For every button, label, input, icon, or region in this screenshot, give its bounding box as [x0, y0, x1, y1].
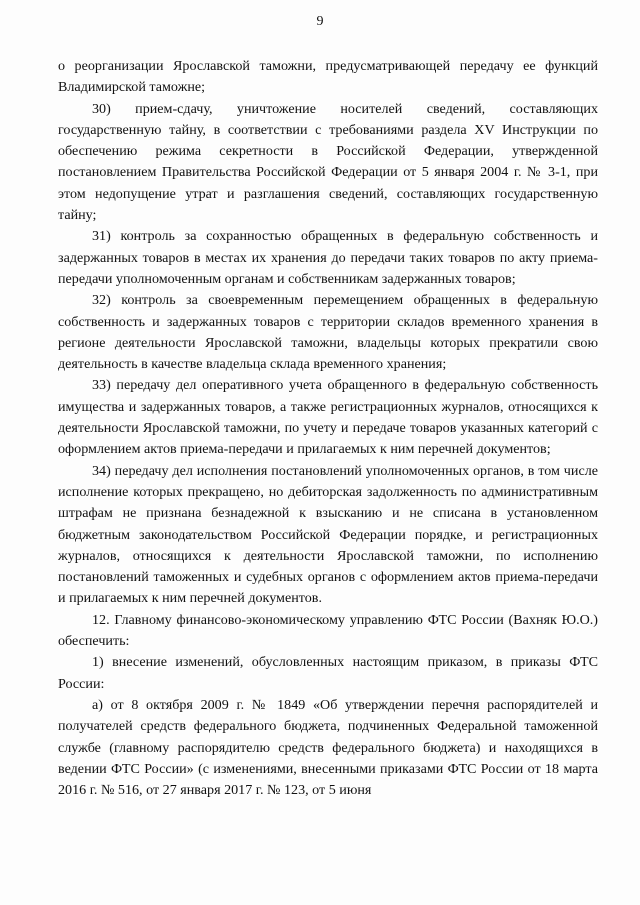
document-body	[58, 56, 598, 801]
paragraph-section-12-item-1: 1) внесение изменений, обусловленных настоящим приказом, в приказы ФТС России:	[58, 654, 598, 692]
paragraph-section-12: 12. Главному финансово-экономическому управлению ФТС России (Вахняк Ю.О.) обеспечить:	[58, 611, 598, 650]
paragraph-item-33: 33) передачу дел оперативного учета обращенного в федеральную собственность имущества и задержанных товаров, а также регистрационных журналов, относящихся к деятельности Ярославской таможни, по учету и передаче товаров указанных категорий с оформлением актов приема-передачи и прилагаемых к ним перечней документов;	[58, 377, 598, 458]
page-number: 9	[316, 14, 324, 29]
paragraph-item-30: 30) прием-сдачу, уничтожение носителей сведений, составляющих государственную тайну, в соответствии с требованиями раздела XV Инструкции по обеспечению режима секретности в Российской Федерации, утвержденной постановлением Правительства Российской Федерации от 5 января 2004 г. № 3-1, при этом недопущение утрат и разглашения сведений, составляющих государственную тайну;	[58, 100, 598, 224]
paragraph-section-12-item-1a: а) от 8 октября 2009 г. № 1849 «Об утверждении перечня распорядителей и получателей средств федерального бюджета, подчиненных Федеральной таможенной службе (главному распорядителю средств федерального бюджета) и находящихся в ведении ФТС России» (с изменениями, внесенными приказами ФТС России от 18 марта 2016 г. № 516, от 27 января 2017 г. № 123, от 5 июня	[58, 696, 598, 799]
paragraph-item-29-continuation: о реорганизации Ярославской таможни, предусматривающей передачу ее функций Владимирской таможне;	[58, 58, 598, 96]
paragraph-item-32: 32) контроль за своевременным перемещением обращенных в федеральную собственность и задержанных товаров с территории складов временного хранения в регионе деятельности Ярославской таможни, владельцы которых прекратили свою деятельность в качестве владельца склада временного хранения;	[58, 292, 598, 373]
paragraph-item-34: 34) передачу дел исполнения постановлений уполномоченных органов, в том числе исполнение которых прекращено, но дебиторская задолженность по административным штрафам не признана безнадежной к взысканию и не списана в установленном бюджетным законодательством Российской Федерации порядке, и регистрационных журналов, относящихся к деятельности Ярославской таможни, по исполнению постановлений таможенных и судебных органов с оформлением актов приема-передачи и прилагаемых к ним перечней документов.	[58, 462, 598, 607]
paragraph-item-31: 31) контроль за сохранностью обращенных в федеральную собственность и задержанных товаров в местах их хранения до передачи таких товаров по акту приема-передачи уполномоченным органам и собственникам задержанных товаров;	[58, 228, 598, 287]
